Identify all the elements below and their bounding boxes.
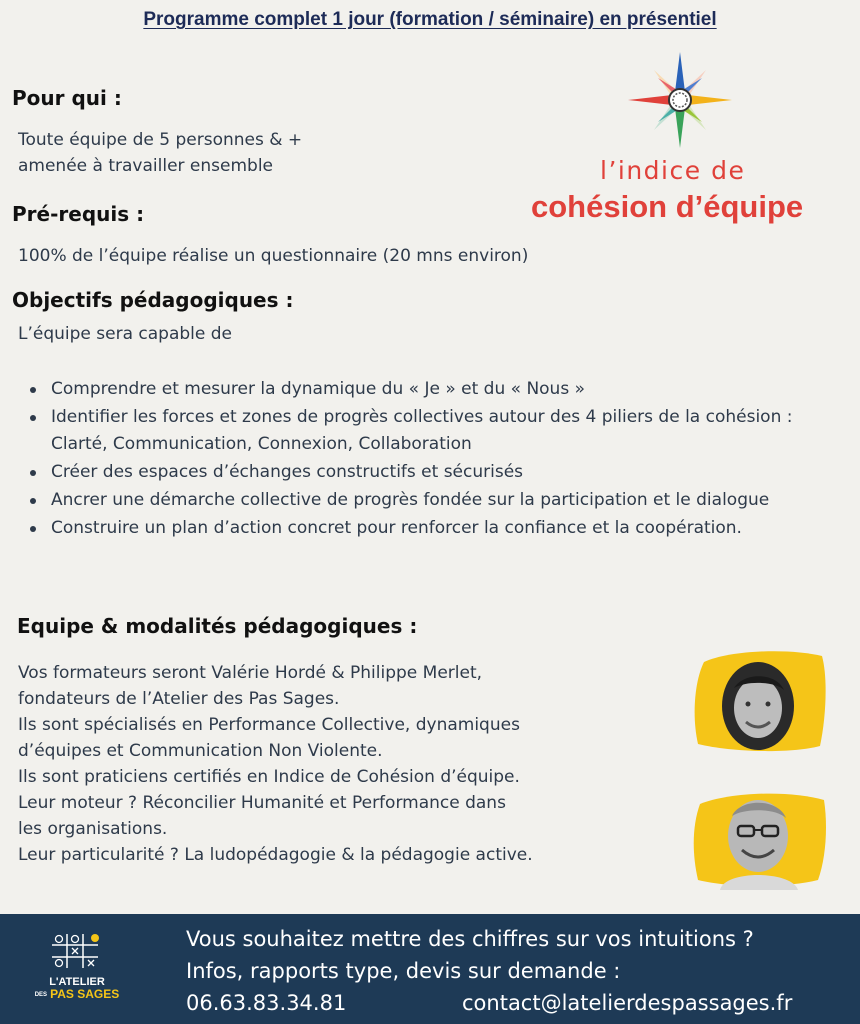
prerequis-heading: Pré-requis : [12, 202, 145, 226]
objectifs-intro: L’équipe sera capable de [18, 324, 233, 344]
equipe-line: d’équipes et Communication Non Violente. [18, 741, 383, 761]
pour-qui-line-2: amenée à travailler ensemble [18, 156, 274, 176]
footer-brand-line2 [30, 988, 124, 1001]
objectifs-heading: Objectifs pédagogiques : [12, 288, 294, 312]
footer-bar [0, 914, 860, 1024]
objectif-item: Construire un plan d’action concret pour renforcer la confiance et la coopération. [15, 515, 850, 542]
footer-brand-name: PAS SAGES [50, 987, 120, 1001]
equipe-heading: Equipe & modalités pédagogiques : [17, 614, 418, 638]
objectif-item: Ancrer une démarche collective de progrès fondée sur la participation et le dialogue [15, 487, 850, 514]
pour-qui-heading: Pour qui : [12, 86, 122, 110]
footer-line-1: Vous souhaitez mettre des chiffres sur vos intuitions ? [186, 927, 754, 951]
equipe-line: Leur particularité ? La ludopédagogie & la pédagogie active. [18, 845, 533, 865]
equipe-line: Ils sont praticiens certifiés en Indice de Cohésion d’équipe. [18, 767, 520, 787]
page-title: Programme complet 1 jour (formation / séminaire) en présentiel [143, 9, 717, 30]
prerequis-text: 100% de l’équipe réalise un questionnaire (20 mns environ) [18, 246, 529, 266]
equipe-line: Ils sont spécialisés en Performance Collective, dynamiques [18, 715, 520, 735]
logo-text-line1: l’indice de [600, 156, 746, 185]
footer-email-link[interactable]: contact@latelierdespassages.fr [462, 991, 793, 1015]
equipe-text-block [18, 660, 533, 868]
footer-line-2: Infos, rapports type, devis sur demande : [186, 959, 621, 983]
equipe-line: Vos formateurs seront Valérie Hordé & Philippe Merlet, [18, 663, 483, 683]
tic-tac-toe-logo-icon [50, 932, 102, 970]
compass-logo-icon [624, 50, 736, 150]
objectif-item: Identifier les forces et zones de progrès collectives autour des 4 piliers de la cohésion : Clarté, Communication, Connexion, Collaboration [15, 404, 850, 458]
trainer-photo-valerie [690, 648, 830, 754]
objectifs-list [15, 376, 850, 543]
objectif-item: Créer des espaces d’échanges constructifs et sécurisés [15, 459, 850, 486]
footer-phone[interactable]: 06.63.83.34.81 [186, 991, 347, 1015]
pour-qui-line-1: Toute équipe de 5 personnes & + [18, 130, 303, 150]
equipe-line: les organisations. [18, 819, 168, 839]
objectif-item: Comprendre et mesurer la dynamique du « Je » et du « Nous » [15, 376, 850, 403]
equipe-line: fondateurs de l’Atelier des Pas Sages. [18, 689, 340, 709]
footer-brand [30, 976, 124, 1001]
footer-brand-des: DES [34, 992, 48, 999]
footer-brand-line1: L'ATELIER [49, 976, 105, 988]
logo-text-line2: cohésion d’équipe [531, 189, 804, 224]
trainer-photo-philippe [690, 786, 830, 890]
equipe-line: Leur moteur ? Réconcilier Humanité et Performance dans [18, 793, 506, 813]
